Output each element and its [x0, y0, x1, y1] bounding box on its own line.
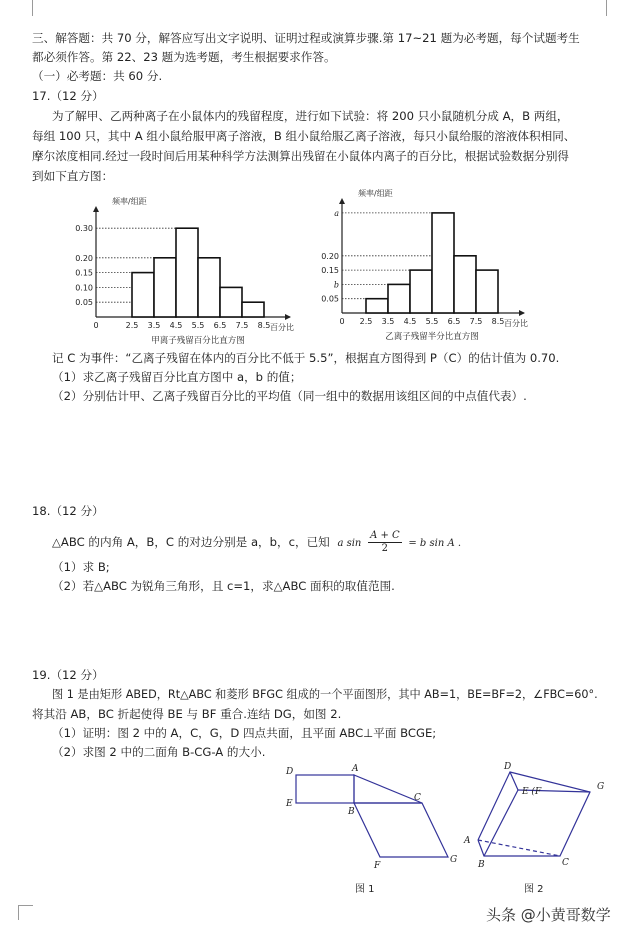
histogram-0-ylabel: 频率/组距	[112, 197, 147, 206]
section3-line2: 都必须作答。第 22、23 题为选考题，考生根据要求作答。	[32, 50, 336, 64]
crop-mark-top-right	[606, 0, 621, 16]
q18-stem-text: △ABC 的内角 A，B，C 的对边分别是 a，b，c，已知	[52, 535, 330, 549]
histogram-0-bar	[220, 287, 242, 317]
histogram-0-bar	[132, 273, 154, 317]
histogram-1-x-tick-label: 8.5	[491, 317, 505, 326]
fig1-label-c: C	[414, 793, 421, 803]
fig2-label-g: G	[597, 782, 605, 792]
histogram-0-x-tick-label: 3.5	[147, 321, 161, 330]
q19-subquestion-1: （1）证明：图 2 中的 A，C，G，D 四点共面，且平面 ABC⊥平面 BCGE;	[52, 726, 437, 740]
q18-subquestion-2: （2）若△ABC 为锐角三角形，且 c=1，求△ABC 面积的取值范围.	[52, 579, 395, 593]
fig2-edge-de	[510, 772, 518, 790]
histogram-0-x-tick-label: 4.5	[169, 321, 183, 330]
crop-mark-top-left	[18, 0, 33, 16]
fig2-label-d: D	[504, 762, 512, 772]
figure-2-folded-solid	[456, 758, 616, 870]
fig2-label-a: A	[464, 836, 471, 846]
q18-fraction-numerator: A + C	[370, 530, 400, 541]
histogram-1-x-tick-label: 7.5	[469, 317, 483, 326]
figure-1-planar-shape	[282, 762, 462, 872]
histogram-0-x-tick-label: 0	[93, 321, 99, 330]
q18-header: 18.（12 分）	[32, 504, 104, 518]
histogram-1-y-arrow	[339, 198, 345, 204]
q17-paragraph-line4: 到如下直方图：	[32, 169, 114, 183]
q18-subquestion-1: （1）求 B;	[52, 560, 110, 574]
histogram-1-x-tick-label: 5.5	[425, 317, 439, 326]
section3-line1: 三、解答题：共 70 分，解答应写出文字说明、证明过程或演算步骤.第 17~21 题为必考题，每个试题考生	[32, 31, 580, 45]
q17-subquestion-1: （1）求乙离子残留百分比直方图中 a，b 的值；	[52, 370, 302, 384]
fig1-label-b: B	[348, 807, 355, 817]
histogram-1-y-tick-label: 0.15	[321, 266, 339, 276]
fig2-hidden-edge-ac	[478, 840, 560, 856]
histogram-0-y-tick-label: 0.15	[75, 268, 93, 278]
histogram-1-x-arrow	[519, 310, 525, 316]
q18-fraction-denominator: 2	[381, 543, 389, 554]
crop-mark-bottom-left	[18, 905, 33, 920]
histogram-0-y-tick-label: 0.10	[75, 283, 93, 293]
histogram-1-bar	[476, 270, 498, 313]
q19-paragraph-line2: 将其沿 AB，BC 折起使得 BE 与 BF 重合.连结 DG，如图 2.	[32, 707, 342, 721]
q18-stem	[52, 530, 461, 555]
q17-paragraph-line1: 为了解甲、乙两种离子在小鼠体内的残留程度，进行如下试验：将 200 只小鼠随机分成 A，B 两组，	[52, 109, 569, 123]
histogram-0-y-arrow	[93, 206, 99, 212]
histogram-1-ylabel: 频率/组距	[358, 189, 393, 198]
histogram-1-bar	[388, 284, 410, 313]
histogram-1-xlabel: 百分比	[504, 319, 528, 328]
histogram-0-x-tick-label: 7.5	[235, 321, 249, 330]
histogram-0-y-tick-label: 0.20	[75, 253, 93, 263]
histogram-1-x-tick-label: 3.5	[381, 317, 395, 326]
fig1-triangle-abc	[354, 775, 422, 803]
histogram-yi	[318, 182, 588, 346]
fig2-edge-eb	[484, 790, 518, 856]
histogram-0-x-tick-label: 6.5	[213, 321, 227, 330]
watermark: 头条 @小黄哥数学	[486, 906, 611, 924]
fig2-label-c: C	[562, 858, 569, 868]
fig1-label-a: A	[352, 764, 359, 774]
q19-paragraph-line1: 图 1 是由矩形 ABED，Rt△ABC 和菱形 BFGC 组成的一个平面图形，其中 AB=1，BE=BF=2，∠FBC=60°.	[52, 688, 598, 701]
histogram-jia	[60, 186, 330, 346]
fig2-label-b: B	[478, 860, 485, 870]
histogram-1-bar	[432, 213, 454, 313]
histogram-0-x-arrow	[285, 314, 291, 320]
histogram-0-y-tick-label: 0.30	[75, 224, 93, 234]
histogram-0-x-tick-label: 8.5	[257, 321, 271, 330]
histogram-0-x-tick-label: 2.5	[125, 321, 139, 330]
fig2-label-ef: E (F	[522, 787, 542, 797]
q17-subquestion-2: （2）分别估计甲、乙离子残留百分比的平均值（同一组中的数据用该组区间的中点值代表）.	[52, 389, 527, 403]
q19-subquestion-2: （2）求图 2 中的二面角 B-CG-A 的大小.	[52, 745, 266, 759]
histogram-1-bar	[454, 256, 476, 313]
histogram-0-x-tick-label: 5.5	[191, 321, 205, 330]
histogram-1-x-tick-label: 4.5	[403, 317, 417, 326]
q17-paragraph-line3: 摩尔浓度相同.经过一段时间后用某种科学方法测算出残留在小鼠体内离子的百分比，根据试验数据分别得	[32, 149, 570, 163]
figure-1-caption: 图 1	[355, 884, 375, 895]
figure-2-caption: 图 2	[524, 884, 544, 895]
q18-eq-right: = b sin A .	[408, 538, 462, 549]
histogram-0-y-tick-label: 0.05	[75, 298, 93, 308]
fig1-label-f: F	[374, 861, 381, 871]
q17-event-statement: 记 C 为事件：“乙离子残留在体内的百分比不低于 5.5”，根据直方图得到 P（C）的估计值为 0.70.	[52, 351, 560, 365]
fig1-rhombus-bfgc	[354, 803, 448, 857]
q17-paragraph-line2: 每组 100 只，其中 A 组小鼠给服甲离子溶液，B 组小鼠给服乙离子溶液，每只小鼠给服的溶液体积相同、	[32, 129, 576, 143]
histogram-1-x-tick-label: 0	[339, 317, 345, 326]
histogram-1-bar	[366, 299, 388, 313]
histogram-0-xlabel: 百分比	[270, 323, 294, 332]
histogram-1-x-tick-label: 2.5	[359, 317, 373, 326]
histogram-1-y-tick-label: 0.20	[321, 251, 339, 261]
histogram-0-bar	[176, 228, 198, 317]
histogram-0-bar	[242, 302, 264, 317]
fig1-rectangle-abed	[296, 775, 354, 803]
histogram-1-x-tick-label: 6.5	[447, 317, 461, 326]
histogram-1-y-tick-label: b	[333, 280, 339, 290]
histogram-0-bar	[198, 258, 220, 317]
histogram-1-title: 乙离子残留半分比直方图	[385, 332, 479, 342]
q19-header: 19.（12 分）	[32, 668, 104, 682]
fig1-label-d: D	[286, 767, 294, 777]
q18-eq-left: a sin	[337, 538, 362, 549]
q17-header: 17.（12 分）	[32, 89, 104, 103]
fig1-label-e: E	[286, 799, 293, 809]
histogram-1-y-tick-label: 0.05	[321, 294, 339, 304]
section3-required: （一）必考题：共 60 分.	[32, 69, 163, 83]
histogram-0-bar	[154, 258, 176, 317]
q18-fraction	[368, 530, 402, 555]
histogram-1-bar	[410, 270, 432, 313]
histogram-0-title: 甲离子残留百分比直方图	[151, 336, 245, 346]
histogram-1-y-tick-label: a	[334, 208, 339, 218]
fig1-label-g: G	[450, 855, 458, 865]
